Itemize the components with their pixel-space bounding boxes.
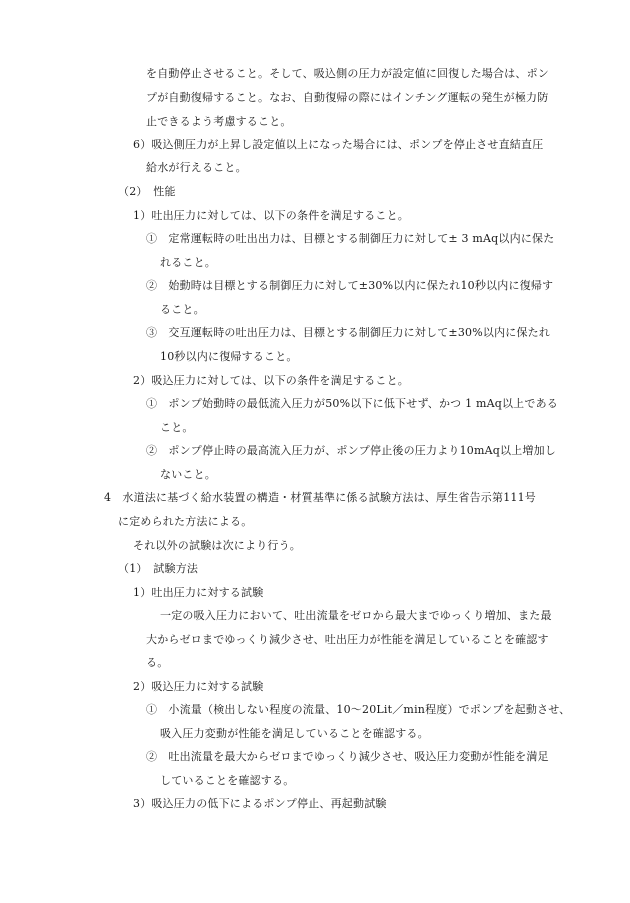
text-line: ② ポンプ停止時の最高流入圧力が、ポンプ停止後の圧力より10mAq以上増加し	[146, 444, 557, 457]
text-line: 2）吸込圧力に対しては、以下の条件を満足すること。	[133, 374, 409, 387]
text-line: ② 始動時は目標とする制御圧力に対して±30%以内に保たれ10秒以内に復帰す	[146, 279, 554, 292]
section-heading: 4 水道法に基づく給水装置の構造・材質基準に係る試験方法は、厚生省告示第111号	[104, 491, 536, 504]
text-line: 1）吐出圧力に対しては、以下の条件を満足すること。	[133, 209, 409, 222]
text-line: 大からゼロまでゆっくり減少させ、吐出圧力が性能を満足していることを確認す	[146, 633, 549, 646]
text-line: 吸入圧力変動が性能を満足していることを確認する。	[160, 727, 429, 740]
text-line: を自動停止させること。そして、吸込側の圧力が設定値に回復した場合は、ポン	[146, 67, 549, 80]
text-line: 1）吐出圧力に対する試験	[133, 586, 264, 599]
text-line: 6）吸込側圧力が上昇し設定値以上になった場合には、ポンプを停止させ直結直圧	[133, 138, 544, 151]
text-line: 止できるよう考慮すること。	[146, 115, 292, 128]
text-line: 給水が行えること。	[146, 161, 247, 174]
text-line: に定められた方法による。	[118, 515, 253, 528]
section-heading: （2） 性能	[118, 185, 176, 198]
text-line: ① ポンプ始動時の最低流入圧力が50%以下に低下せず、かつ 1 mAq以上である	[146, 397, 558, 410]
text-line: ② 吐出流量を最大からゼロまでゆっくり減少させ、吸込圧力変動が性能を満足	[146, 750, 549, 763]
text-line: 一定の吸入圧力において、吐出流量をゼロから最大までゆっくり増加、また最	[160, 609, 552, 622]
section-heading: （1） 試験方法	[118, 562, 199, 575]
text-line: ること。	[160, 303, 205, 316]
text-line: プが自動復帰すること。なお、自動復帰の際にはインチング運転の発生が極力防	[146, 91, 549, 104]
text-line: していることを確認する。	[160, 774, 295, 787]
text-line: ① 定常運転時の吐出出力は、目標とする制御圧力に対して± 3 mAq以内に保た	[146, 232, 555, 245]
text-line: 10秒以内に復帰すること。	[160, 350, 298, 363]
text-line: る。	[146, 656, 169, 669]
text-line: 2）吸込圧力に対する試験	[133, 680, 264, 693]
text-line: ① 小流量（検出しない程度の流量、10～20Lit／min程度）でポンプを起動させ、	[146, 703, 571, 716]
text-line: こと。	[160, 421, 194, 434]
text-line: 3）吸込圧力の低下によるポンプ停止、再起動試験	[133, 797, 387, 810]
text-line: それ以外の試験は次により行う。	[133, 539, 301, 552]
text-line: ないこと。	[160, 468, 216, 481]
text-line: ③ 交互運転時の吐出圧力は、目標とする制御圧力に対して±30%以内に保たれ	[146, 326, 551, 339]
text-line: れること。	[160, 256, 216, 269]
